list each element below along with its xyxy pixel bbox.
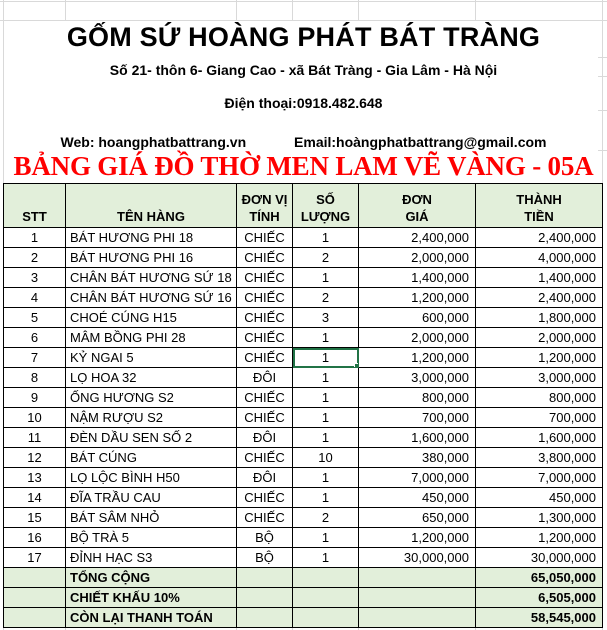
cell-line-total[interactable]: 4,000,000	[476, 248, 603, 268]
cell-quantity[interactable]: 2	[293, 508, 359, 528]
cell-stt[interactable]: 5	[4, 308, 66, 328]
table-row	[4, 508, 603, 528]
table-row	[4, 468, 603, 488]
company-phone: Điện thoại:0918.482.648	[224, 95, 383, 111]
cell-quantity[interactable]: 1	[293, 408, 359, 428]
cell-unit-price[interactable]: 700,000	[359, 408, 476, 428]
cell-empty[interactable]	[293, 608, 359, 628]
cell-quantity[interactable]: 2	[293, 288, 359, 308]
cell-unit[interactable]: ĐÔI	[237, 468, 293, 488]
cell-item-name[interactable]: CHÂN BÁT HƯƠNG SỨ 18	[66, 268, 237, 288]
cell-line-total[interactable]: 2,400,000	[476, 288, 603, 308]
cell-empty[interactable]	[237, 588, 293, 608]
cell-line-total[interactable]: 2,400,000	[476, 228, 603, 248]
table-row	[4, 408, 603, 428]
cell-quantity[interactable]: 1	[293, 548, 359, 568]
summary-row	[4, 608, 603, 628]
cell-unit[interactable]: CHIẾC	[237, 328, 293, 348]
header-qty[interactable]: SỐ LƯỢNG	[293, 184, 359, 228]
price-list-title: BẢNG GIÁ ĐỒ THỜ MEN LAM VẼ VÀNG - 05A	[13, 151, 594, 181]
summary-row	[4, 588, 603, 608]
cell-line-total[interactable]: 1,800,000	[476, 308, 603, 328]
cell-unit[interactable]: ĐÔI	[237, 428, 293, 448]
table-row	[4, 328, 603, 348]
cell-stt[interactable]: 3	[4, 268, 66, 288]
table-header-row	[4, 184, 603, 228]
header-total[interactable]: THÀNH TIỀN	[476, 184, 603, 228]
cell-unit[interactable]: CHIẾC	[237, 488, 293, 508]
table-row	[4, 268, 603, 288]
table-row	[4, 368, 603, 388]
table-row	[4, 488, 603, 508]
cell-item-name[interactable]: BỘ TRÀ 5	[66, 528, 237, 548]
cell-stt[interactable]: 14	[4, 488, 66, 508]
cell-unit-price[interactable]: 2,400,000	[359, 228, 476, 248]
cell-unit[interactable]: CHIẾC	[237, 508, 293, 528]
cell-line-total[interactable]: 30,000,000	[476, 548, 603, 568]
table-row	[4, 528, 603, 548]
header-name[interactable]: TÊN HÀNG	[66, 184, 237, 228]
table-row	[4, 548, 603, 568]
cell-item-name[interactable]: KỶ NGAI 5	[66, 348, 237, 368]
cell-line-total[interactable]: 7,000,000	[476, 468, 603, 488]
cell-item-name[interactable]: CHOÉ CÚNG H15	[66, 308, 237, 328]
cell-stt[interactable]: 11	[4, 428, 66, 448]
cell-unit[interactable]: CHIẾC	[237, 408, 293, 428]
cell-item-name[interactable]: BÁT HƯƠNG PHI 16	[66, 248, 237, 268]
cell-stt[interactable]: 13	[4, 468, 66, 488]
cell-item-name[interactable]: BÁT HƯƠNG PHI 18	[66, 228, 237, 248]
cell-stt[interactable]: 9	[4, 388, 66, 408]
cell-unit[interactable]: ĐÔI	[237, 368, 293, 388]
cell-empty[interactable]	[4, 588, 66, 608]
cell-quantity[interactable]: 1	[293, 328, 359, 348]
cell-unit-price[interactable]: 650,000	[359, 508, 476, 528]
cell-quantity[interactable]: 1	[293, 428, 359, 448]
summary-label[interactable]: CÒN LẠI THANH TOÁN	[66, 608, 237, 628]
contact-line	[0, 134, 607, 150]
cell-item-name[interactable]: CHÂN BÁT HƯƠNG SỨ 16	[66, 288, 237, 308]
cell-unit-price[interactable]: 7,000,000	[359, 468, 476, 488]
cell-quantity[interactable]: 1	[293, 488, 359, 508]
cell-empty[interactable]	[4, 608, 66, 628]
table-row	[4, 288, 603, 308]
cell-line-total[interactable]: 1,200,000	[476, 348, 603, 368]
table-row	[4, 248, 603, 268]
cell-item-name[interactable]: BÁT CÚNG	[66, 448, 237, 468]
company-name: GỐM SỨ HOÀNG PHÁT BÁT TRÀNG	[66, 22, 541, 52]
cell-quantity[interactable]: 10	[293, 448, 359, 468]
cell-line-total[interactable]: 1,600,000	[476, 428, 603, 448]
cell-line-total[interactable]: 1,300,000	[476, 508, 603, 528]
cell-item-name[interactable]: ĐỈNH HẠC S3	[66, 548, 237, 568]
cell-item-name[interactable]: MÂM BỒNG PHI 28	[66, 328, 237, 348]
table-row	[4, 388, 603, 408]
cell-quantity-selected[interactable]: 1	[293, 348, 359, 368]
cell-line-total[interactable]: 1,400,000	[476, 268, 603, 288]
cell-stt[interactable]: 12	[4, 448, 66, 468]
company-address: Số 21- thôn 6- Giang Cao - xã Bát Tràng - Gia Lâm - Hà Nội	[109, 62, 498, 78]
cell-empty[interactable]	[359, 588, 476, 608]
summary-label[interactable]: TỔNG CỘNG	[66, 568, 237, 588]
cell-unit[interactable]: CHIẾC	[237, 228, 293, 248]
cell-quantity[interactable]: 1	[293, 368, 359, 388]
cell-empty[interactable]	[4, 568, 66, 588]
cell-unit[interactable]: CHIẾC	[237, 448, 293, 468]
table-row	[4, 228, 603, 248]
cell-empty[interactable]	[237, 608, 293, 628]
cell-unit-price[interactable]: 450,000	[359, 488, 476, 508]
price-table	[3, 183, 603, 628]
cell-unit-price[interactable]: 380,000	[359, 448, 476, 468]
cell-stt[interactable]: 17	[4, 548, 66, 568]
header-price[interactable]: ĐƠN GIÁ	[359, 184, 476, 228]
cell-stt[interactable]: 7	[4, 348, 66, 368]
cell-unit-price[interactable]: 2,000,000	[359, 328, 476, 348]
header-stt[interactable]: STT	[4, 184, 66, 228]
cell-stt[interactable]: 16	[4, 528, 66, 548]
website-text: Web: hoangphatbattrang.vn	[60, 134, 247, 150]
cell-empty[interactable]	[293, 568, 359, 588]
cell-stt[interactable]: 6	[4, 328, 66, 348]
cell-quantity[interactable]: 3	[293, 308, 359, 328]
cell-item-name[interactable]: ỐNG HƯƠNG S2	[66, 388, 237, 408]
cell-line-total[interactable]: 2,000,000	[476, 328, 603, 348]
cell-line-total[interactable]: 450,000	[476, 488, 603, 508]
cell-unit[interactable]: BỘ	[237, 548, 293, 568]
cell-stt[interactable]: 10	[4, 408, 66, 428]
table-row	[4, 448, 603, 468]
cell-empty[interactable]	[293, 588, 359, 608]
cell-unit[interactable]: CHIẾC	[237, 288, 293, 308]
cell-line-total[interactable]: 1,200,000	[476, 528, 603, 548]
cell-item-name[interactable]: LỌ LỘC BÌNH H50	[66, 468, 237, 488]
cell-stt[interactable]: 2	[4, 248, 66, 268]
cell-unit[interactable]: CHIẾC	[237, 388, 293, 408]
cell-item-name[interactable]: NẬM RƯỢU S2	[66, 408, 237, 428]
cell-unit-price[interactable]: 800,000	[359, 388, 476, 408]
cell-unit-price[interactable]: 1,200,000	[359, 528, 476, 548]
cell-unit-price[interactable]: 600,000	[359, 308, 476, 328]
cell-quantity[interactable]: 1	[293, 268, 359, 288]
cell-line-total[interactable]: 3,800,000	[476, 448, 603, 468]
cell-unit-price[interactable]: 1,200,000	[359, 288, 476, 308]
cell-unit[interactable]: CHIẾC	[237, 348, 293, 368]
cell-stt[interactable]: 15	[4, 508, 66, 528]
cell-unit-price[interactable]: 1,600,000	[359, 428, 476, 448]
cell-line-total[interactable]: 700,000	[476, 408, 603, 428]
cell-item-name[interactable]: BÁT SÂM NHỎ	[66, 508, 237, 528]
cell-quantity[interactable]: 1	[293, 528, 359, 548]
cell-line-total[interactable]: 3,000,000	[476, 368, 603, 388]
cell-unit[interactable]: CHIẾC	[237, 308, 293, 328]
cell-empty[interactable]	[237, 568, 293, 588]
email-text: Email:hoàngphatbattrang@gmail.com	[294, 134, 547, 150]
cell-quantity[interactable]: 1	[293, 388, 359, 408]
cell-unit[interactable]: CHIẾC	[237, 248, 293, 268]
summary-row	[4, 568, 603, 588]
cell-unit-price[interactable]: 1,400,000	[359, 268, 476, 288]
fill-handle[interactable]	[354, 363, 359, 368]
table-row	[4, 308, 603, 328]
cell-unit-price[interactable]: 1,200,000	[359, 348, 476, 368]
cell-unit[interactable]: BỘ	[237, 528, 293, 548]
cell-quantity[interactable]: 1	[293, 468, 359, 488]
cell-quantity[interactable]: 1	[293, 228, 359, 248]
table-row	[4, 428, 603, 448]
cell-empty[interactable]	[359, 568, 476, 588]
cell-stt[interactable]: 4	[4, 288, 66, 308]
summary-value[interactable]: 65,050,000	[476, 568, 603, 588]
summary-value[interactable]: 6,505,000	[476, 588, 603, 608]
cell-unit[interactable]: CHIẾC	[237, 268, 293, 288]
cell-item-name[interactable]: LỌ HOA 32	[66, 368, 237, 388]
cell-quantity[interactable]: 2	[293, 248, 359, 268]
cell-unit-price[interactable]: 3,000,000	[359, 368, 476, 388]
cell-unit-price[interactable]: 2,000,000	[359, 248, 476, 268]
cell-unit-price[interactable]: 30,000,000	[359, 548, 476, 568]
cell-item-name[interactable]: ĐĨA TRẦU CAU	[66, 488, 237, 508]
table-row	[4, 348, 603, 368]
cell-item-name[interactable]: ĐÈN DẦU SEN SỐ 2	[66, 428, 237, 448]
summary-value[interactable]: 58,545,000	[476, 608, 603, 628]
cell-empty[interactable]	[359, 608, 476, 628]
cell-stt[interactable]: 8	[4, 368, 66, 388]
cell-stt[interactable]: 1	[4, 228, 66, 248]
header-unit[interactable]: ĐƠN VỊ TÍNH	[237, 184, 293, 228]
cell-line-total[interactable]: 800,000	[476, 388, 603, 408]
summary-label[interactable]: CHIẾT KHẤU 10%	[66, 588, 237, 608]
